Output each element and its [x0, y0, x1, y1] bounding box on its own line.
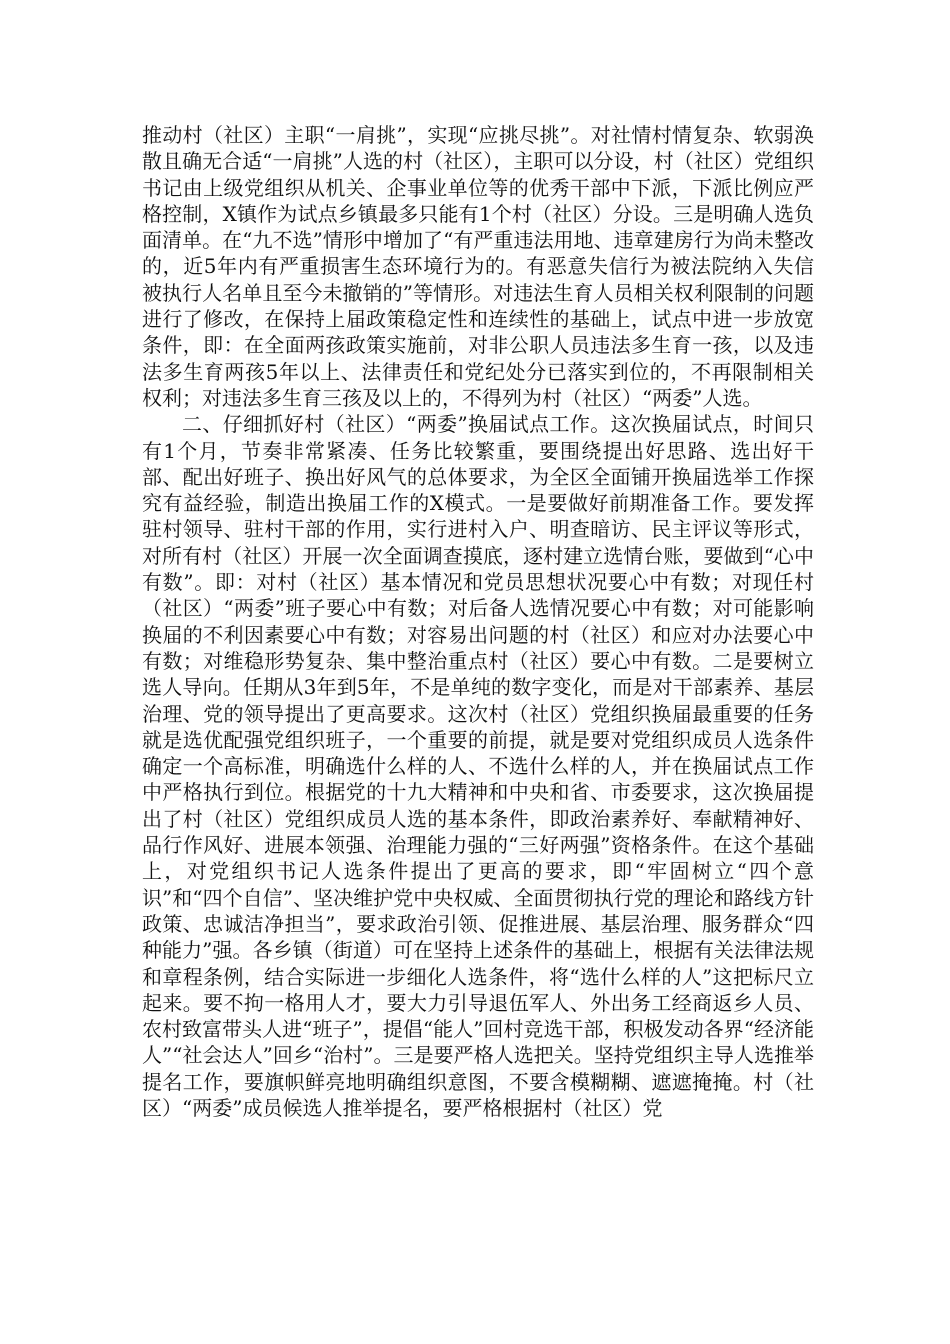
body-paragraph-1: 推动村（社区）主职“一肩挑”，实现“应挑尽挑”。对社情村情复杂、软弱涣散且确无合适“一肩挑”人选的村（社区），主职可以分设，村（社区）党组织书记由上级党组织从机关、企事业单位等的优秀干部中下派，下派比例应严格控制，X镇作为试点乡镇最多只能有1个村（社区）分设。三是明确人选负面清单。在“九不选”情形中增加了“有严重违法用地、违章建房行为尚未整改的，近5年内有严重损害生态环境行为的。有恶意失信行为被法院纳入失信被执行人名单且至今未撤销的”等情形。对违法生育人员相关权利限制的问题进行了修改，在保持上届政策稳定性和连续性的基础上，试点中进一步放宽条件，即：在全面两孩政策实施前，对非公职人员违法多生育一孩，以及违法多生育两孩5年以上、法律责任和党纪处分已落实到位的，不再限制相关权利；对违法多生育三孩及以上的，不得列为村（社区）“两委”人选。	[142, 123, 814, 410]
document-page	[142, 122, 814, 1121]
body-paragraph-2: 二、仔细抓好村（社区）“两委”换届试点工作。这次换届试点，时间只有1个月，节奏非常紧凑、任务比较繁重，要围绕提出好思路、选出好干部、配出好班子、换出好风气的总体要求，为全区全面铺开换届选举工作探究有益经验，制造出换届工作的X模式。一是要做好前期准备工作。要发挥驻村领导、驻村干部的作用，实行进村入户、明查暗访、民主评议等形式，对所有村（社区）开展一次全面调查摸底，逐村建立选情台账，要做到“心中有数”。即：对村（社区）基本情况和党员思想状况要心中有数；对现任村（社区）“两委”班子要心中有数；对后备人选情况要心中有数；对可能影响换届的不利因素要心中有数；对容易出问题的村（社区）和应对办法要心中有数；对维稳形势复杂、集中整治重点村（社区）要心中有数。二是要树立选人导向。任期从3年到5年，不是单纯的数字变化，而是对干部素养、基层治理、党的领导提出了更高要求。这次村（社区）党组织换届最重要的任务就是选优配强党组织班子，一个重要的前提，就是要对党组织成员人选条件确定一个高标准，明确选什么样的人、不选什么样的人，并在换届试点工作中严格执行到位。根据党的十九大精神和中央和省、市委要求，这次换届提出了村（社区）党组织成员人选的基本条件，即政治素养好、奉献精神好、品行作风好、进展本领强、治理能力强的“三好两强”资格条件。在这个基础上，对党组织书记人选条件提出了更高的要求，即“牢固树立“四个意识”和“四个自信”、坚决维护党中央权威、全面贯彻执行党的理论和路线方针政策、忠诚洁净担当”，要求政治引领、促推进展、基层治理、服务群众“四种能力”强。各乡镇（街道）可在坚持上述条件的基础上，根据有关法律法规和章程条例，结合实际进一步细化人选条件，将“选什么样的人”这把标尺立起来。要不拘一格用人才，要大力引导退伍军人、外出务工经商返乡人员、农村致富带头人进“班子”，提倡“能人”回村竞选干部，积极发动各界“经济能人”“社会达人”回乡“治村”。三是要严格人选把关。坚持党组织主导人选推举提名工作，要旗帜鲜亮地明确组织意图，不要含模糊糊、遮遮掩掩。村（社区）“两委”成员候选人推举提名，要严格根据村（社区）党	[142, 412, 814, 1120]
